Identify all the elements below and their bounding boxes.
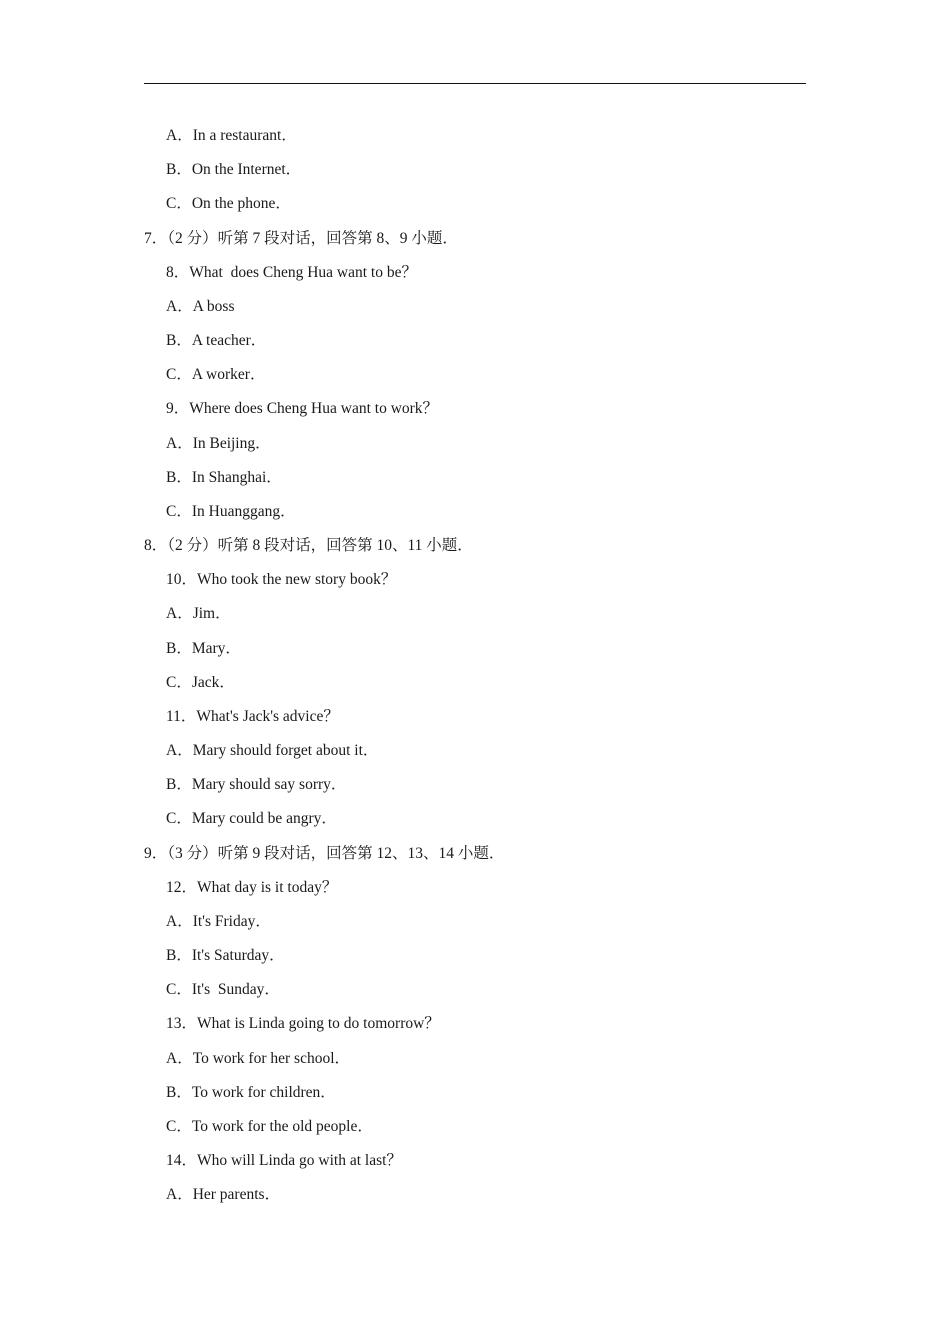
question-line: 12．What day is it today？: [166, 878, 338, 896]
option-line: C．In Huanggang．: [166, 502, 296, 520]
question-line: 8．What does Cheng Hua want to be？: [166, 263, 417, 281]
option-line: A．It's Friday．: [166, 912, 271, 930]
option-line: C．A worker．: [166, 366, 266, 384]
option-line: C．Mary could be angry．: [166, 810, 337, 828]
option-line: C．It's Sunday．: [166, 981, 280, 999]
option-line: B．A teacher．: [166, 332, 267, 350]
question-line: 11．What's Jack's advice？: [166, 707, 339, 725]
document-body: [0, 125, 950, 1219]
option-line: B．To work for children．: [166, 1083, 336, 1101]
option-line: A．Her parents．: [166, 1186, 281, 1204]
option-line: A．In Beijing．: [166, 434, 271, 452]
option-line: C．To work for the old people．: [166, 1117, 373, 1135]
section-line: 7．（2 分）听第 7 段对话，回答第 8、9 小题．: [144, 229, 458, 247]
option-line: C．On the phone．: [166, 195, 291, 213]
question-line: 10．Who took the new story book？: [166, 571, 397, 589]
question-line: 9．Where does Cheng Hua want to work？: [166, 400, 439, 418]
option-line: B．Mary should say sorry．: [166, 776, 347, 794]
option-line: A．A boss: [166, 297, 235, 315]
option-line: B．In Shanghai．: [166, 468, 282, 486]
section-line: 9．（3 分）听第 9 段对话，回答第 12、13、14 小题．: [144, 844, 505, 862]
section-line: 8．（2 分）听第 8 段对话，回答第 10、11 小题．: [144, 537, 473, 555]
question-line: 14．Who will Linda go with at last？: [166, 1152, 402, 1170]
option-line: A．Jim．: [166, 605, 231, 623]
option-line: A．To work for her school．: [166, 1049, 351, 1067]
option-line: C．Jack．: [166, 673, 235, 691]
option-line: B．It's Saturday．: [166, 947, 285, 965]
question-line: 13．What is Linda going to do tomorrow？: [166, 1015, 440, 1033]
option-line: B．Mary．: [166, 639, 241, 657]
header-rule: [144, 83, 806, 84]
option-line: B．On the Internet．: [166, 161, 302, 179]
option-line: A．In a restaurant．: [166, 127, 297, 144]
option-line: A．Mary should forget about it．: [166, 742, 379, 760]
